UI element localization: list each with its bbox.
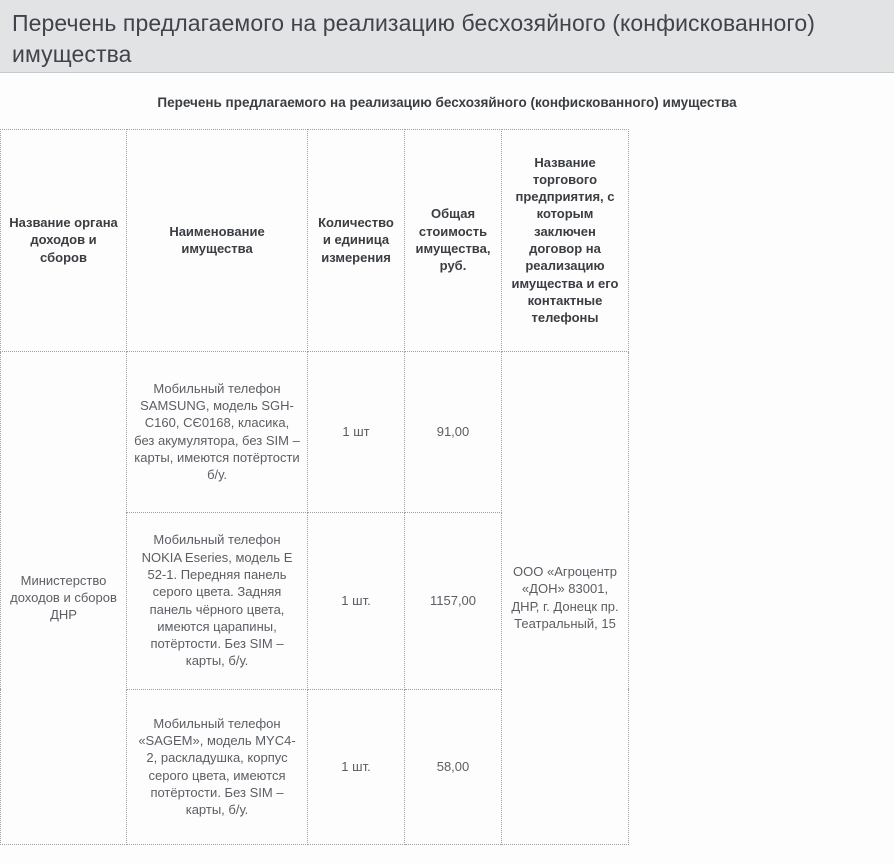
cell-quantity: 1 шт.	[308, 512, 405, 689]
table-row	[1, 351, 629, 512]
cell-cost: 1157,00	[405, 512, 502, 689]
table-caption: Перечень предлагаемого на реализацию бесхозяйного (конфискованного) имущества	[157, 95, 737, 110]
cell-quantity: 1 шт.	[308, 689, 405, 844]
column-header-authority: Название органа доходов и сборов	[1, 129, 127, 351]
cell-cost: 58,00	[405, 689, 502, 844]
table-container	[0, 129, 894, 845]
cell-property: Мобильный телефон SAMSUNG, модель SGH-C160, CЄ0168, класика, без акумулятора, без SIM – карты, имеются потёртости б/у.	[127, 351, 308, 512]
page-title-bar	[0, 0, 894, 73]
cell-trader: ООО «Агроцентр «ДОН» 83001, ДНР, г. Донецк пр. Театральный, 15	[502, 351, 629, 844]
table-header	[1, 129, 629, 351]
column-header-cost: Общая стоимость имущества, руб.	[405, 129, 502, 351]
property-table	[0, 129, 629, 845]
cell-property: Мобильный телефон «SAGEM», модель MYC4-2, раскладушка, корпус серого цвета, имеются потёртости. Без SIM – карты, б/у.	[127, 689, 308, 844]
table-header-row	[1, 129, 629, 351]
column-header-quantity: Количество и единица измерения	[308, 129, 405, 351]
column-header-property: Наименование имущества	[127, 129, 308, 351]
column-header-trader: Название торгового предприятия, с которым заключен договор на реализацию имущества и его контактные телефоны	[502, 129, 629, 351]
cell-authority: Министерство доходов и сборов ДНР	[1, 351, 127, 844]
page-title: Перечень предлагаемого на реализацию бесхозяйного (конфискованного) имущества	[12, 10, 816, 67]
cell-property: Мобильный телефон NOKIA Eseries, модель E 52-1. Передняя панель серого цвета. Задняя панель чёрного цвета, имеются царапины, потёртости. Без SIM – карты, б/у.	[127, 512, 308, 689]
cell-quantity: 1 шт	[308, 351, 405, 512]
table-body	[1, 351, 629, 844]
cell-cost: 91,00	[405, 351, 502, 512]
